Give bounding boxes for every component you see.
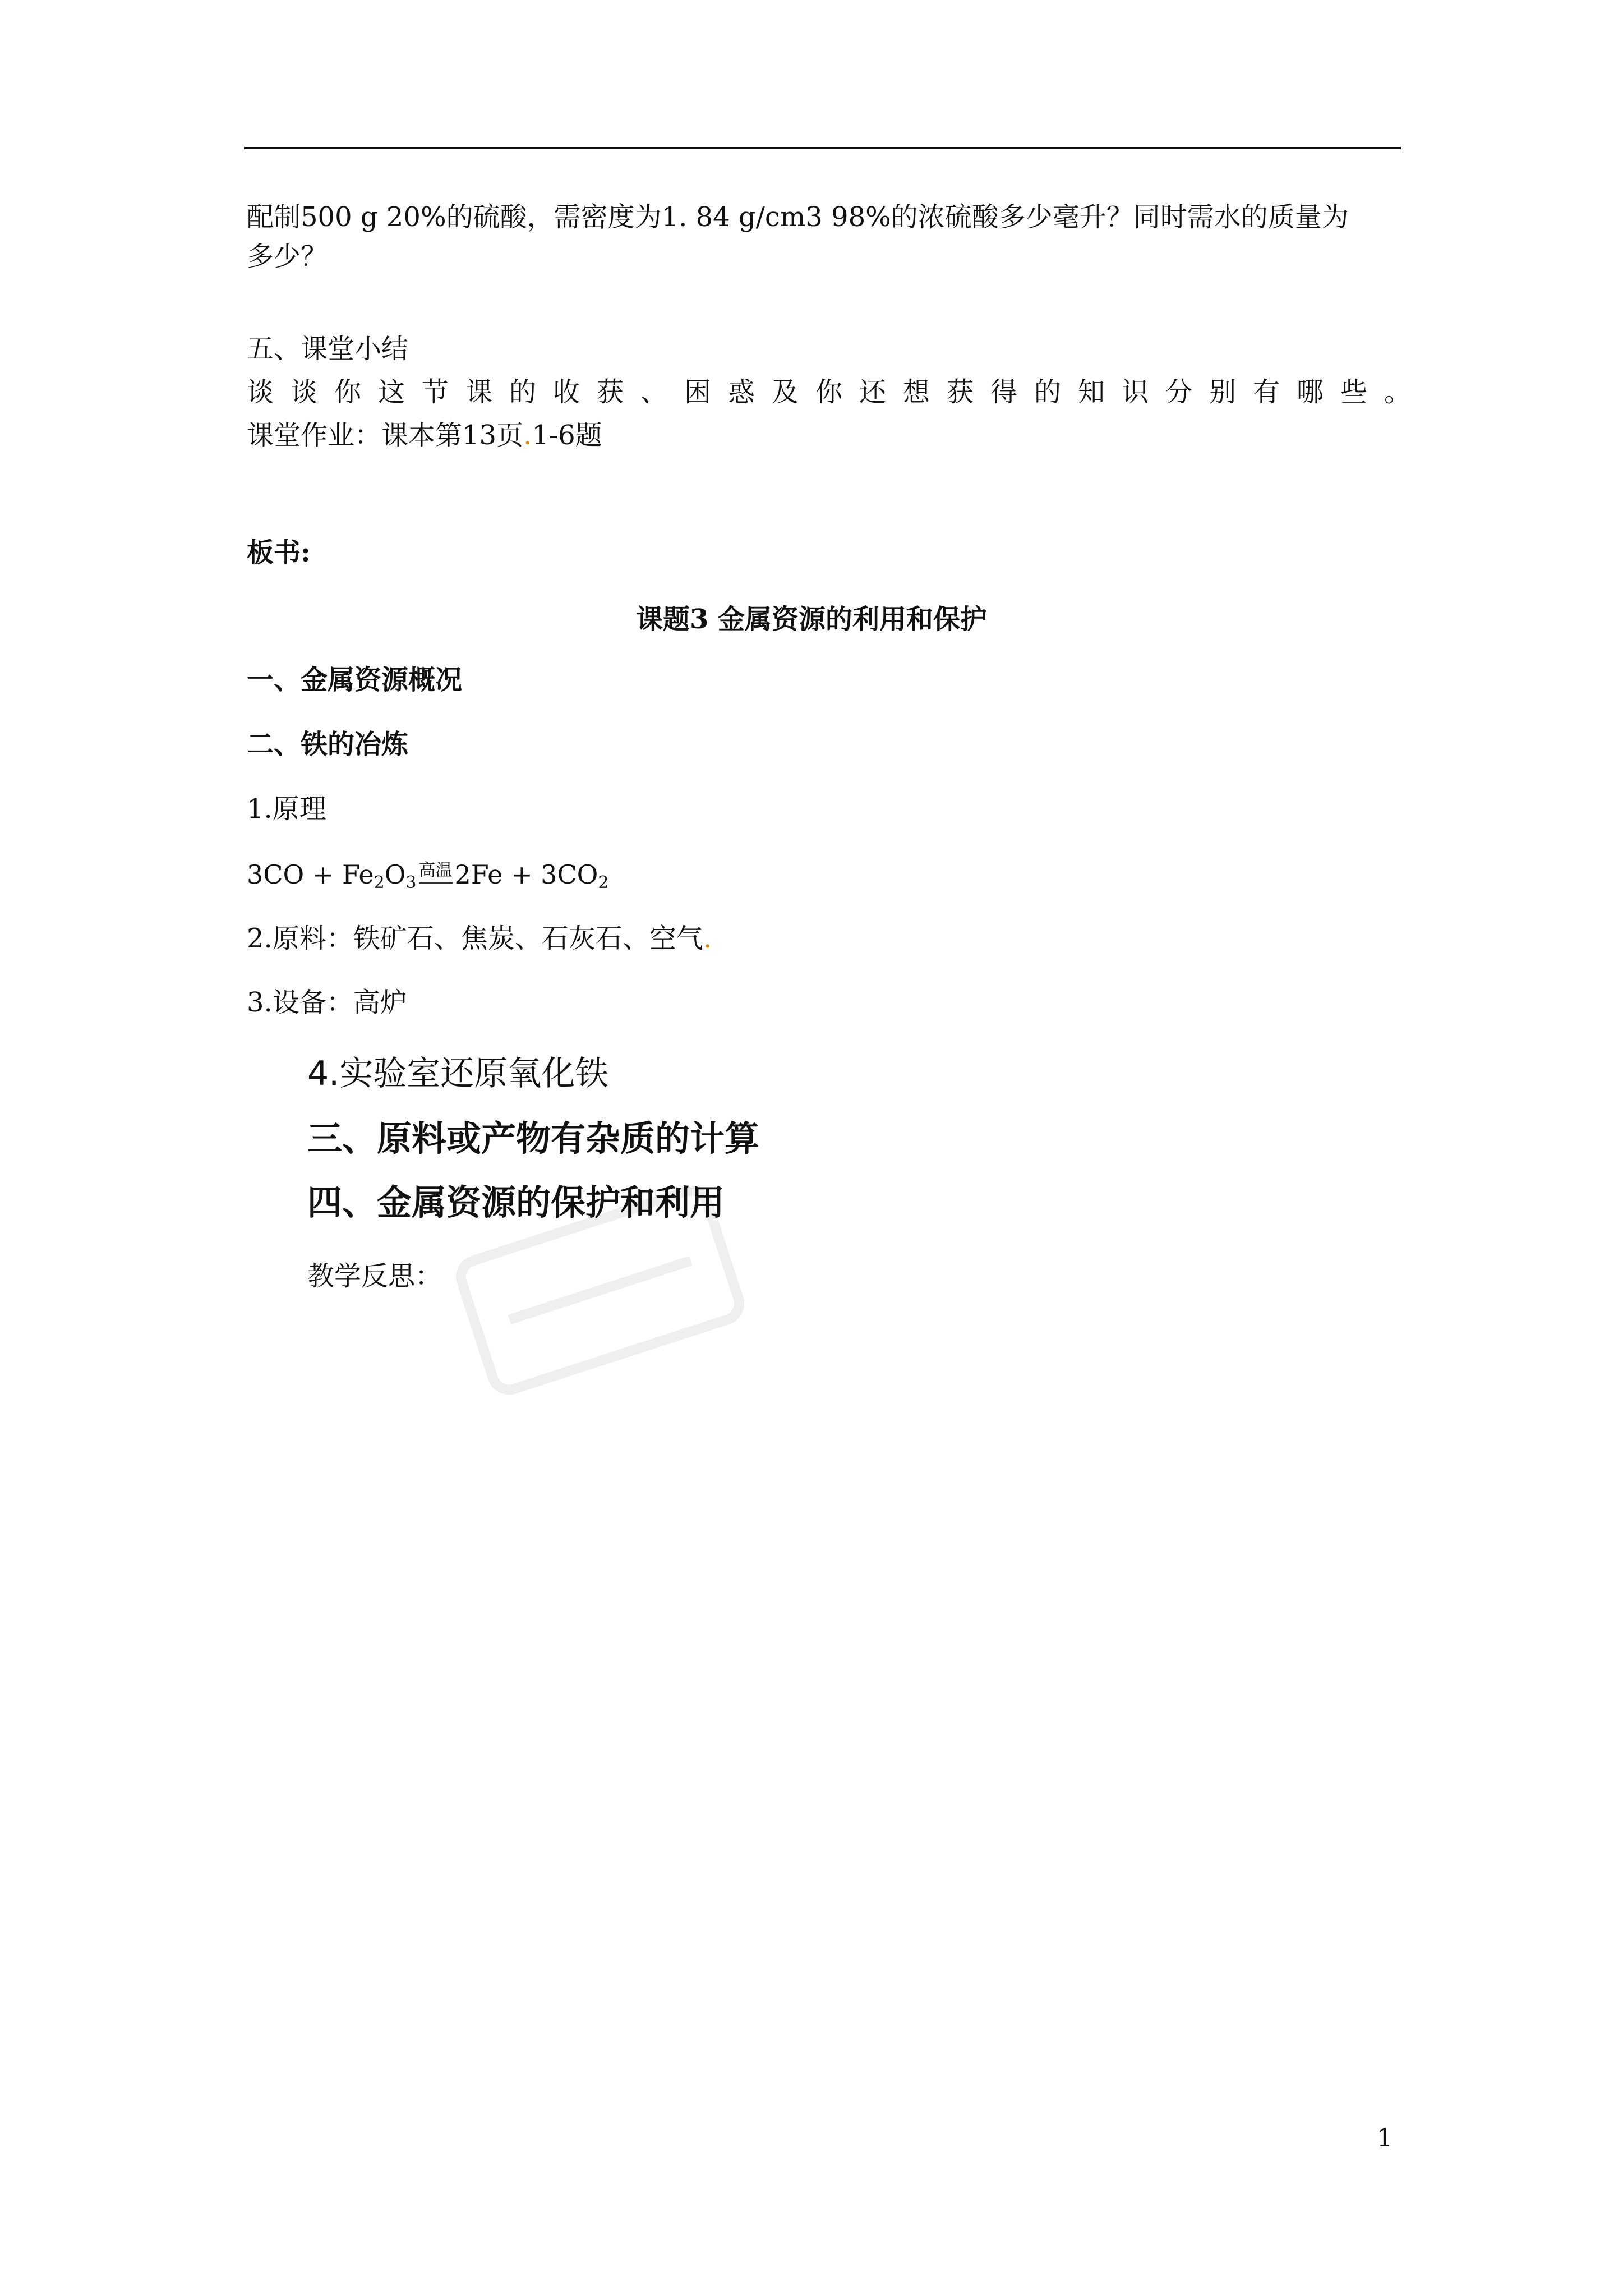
item-2-dot: .: [703, 923, 712, 954]
item-2-text: 2.原料：铁矿石、焦炭、石灰石、空气: [247, 923, 703, 954]
homework-suffix: 1-6题: [532, 420, 602, 451]
faded-watermark: [426, 1156, 774, 1425]
formula-sub-3: 2: [598, 873, 609, 892]
reaction-condition: 高温: [419, 856, 453, 881]
summary-heading: 五、课堂小结: [247, 333, 409, 365]
item-1: 1.原理: [247, 793, 326, 825]
board-label: 板书:: [247, 537, 311, 568]
homework-dot: .: [523, 420, 532, 451]
item-3: 3.设备：高炉: [247, 987, 407, 1018]
formula-part-2: O: [384, 859, 406, 890]
teaching-reflection: 教学反思：: [307, 1260, 442, 1292]
formula-part-1: 3CO + Fe: [247, 859, 374, 890]
problem-line-1: 配制500 g 20%的硫酸，需密度为1. 84 g/cm3 98%的浓硫酸多少毫升？同时需水的质量为: [247, 201, 1349, 233]
summary-talk: 谈谈你这节课的收获、困惑及你还想获得的知识分别有哪些。: [247, 376, 1428, 408]
reaction-formula: [247, 856, 608, 892]
problem-line-2: 多少？: [247, 241, 328, 272]
item-2: [247, 922, 712, 955]
item-4: 4.实验室还原氧化铁: [307, 1054, 609, 1093]
homework-prefix: 课堂作业：课本第13页: [247, 420, 524, 451]
section-2: 二、铁的冶炼: [247, 729, 409, 760]
formula-sub-2: 3: [405, 873, 417, 892]
formula-sub-1: 2: [374, 873, 385, 892]
section-1: 一、金属资源概况: [247, 664, 463, 696]
section-4: 四、金属资源的保护和利用: [307, 1182, 725, 1223]
board-title: 课题3 金属资源的利用和保护: [635, 604, 988, 635]
header-rule: [244, 147, 1401, 149]
formula-part-3: 2Fe + 3CO: [454, 859, 598, 890]
homework-line: [247, 418, 602, 452]
section-3: 三、原料或产物有杂质的计算: [307, 1118, 760, 1159]
page-number: 1: [1377, 2124, 1393, 2152]
